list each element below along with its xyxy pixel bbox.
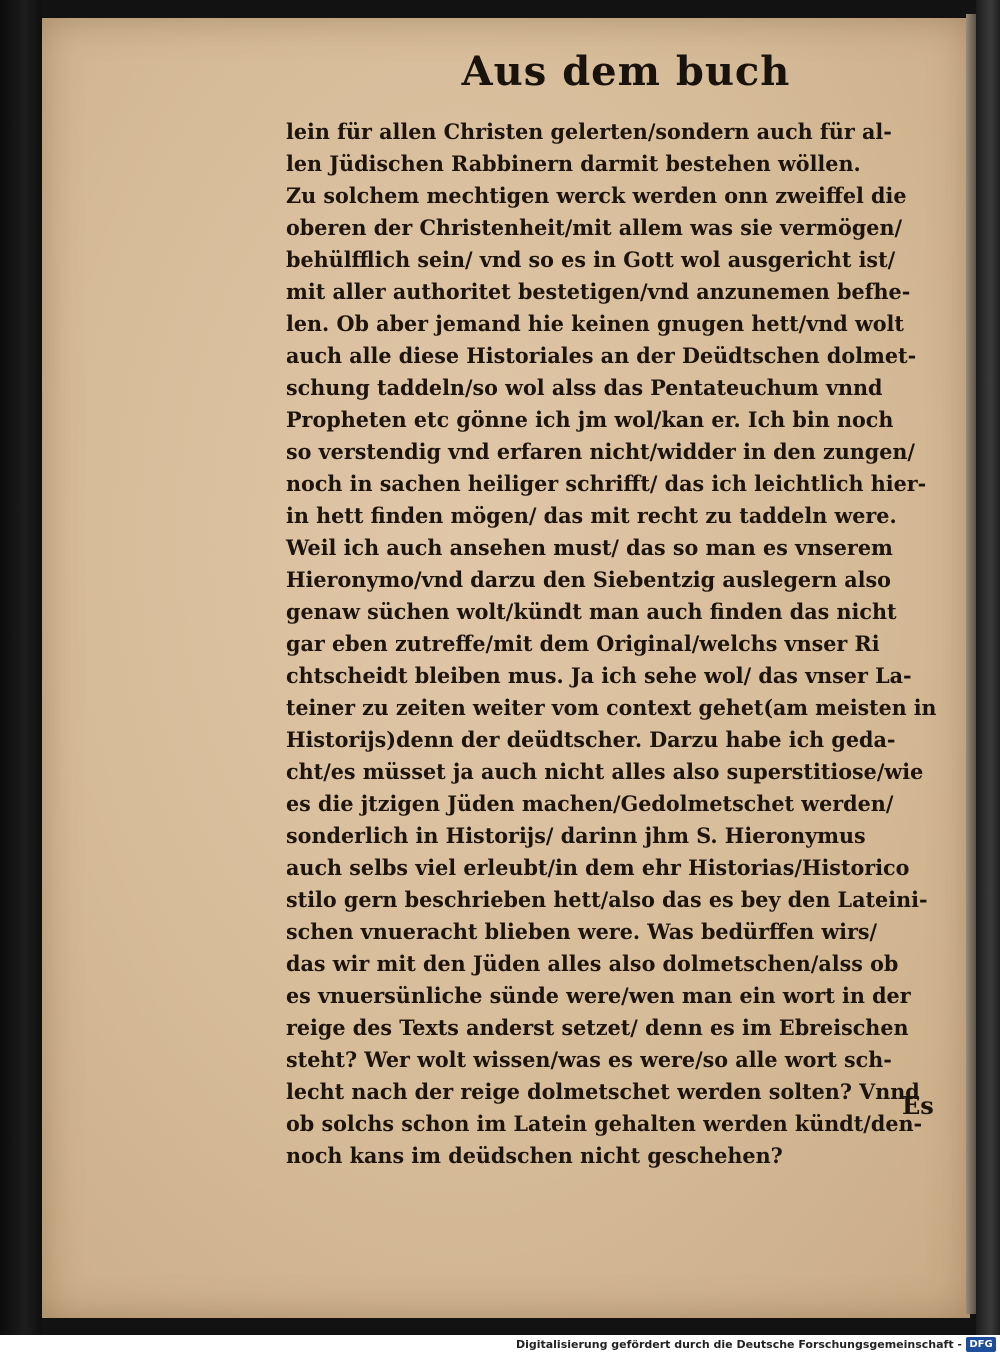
text-line: oberen der Christenheit/mit allem was sie vermögen/ [286, 215, 903, 240]
text-line: len. Ob aber jemand hie keinen gnugen hett/vnd wolt [286, 311, 904, 336]
text-line: es die jtzigen Jüden machen/Gedolmetschet werden/ [286, 791, 894, 816]
text-line: so verstendig vnd erfaren nicht/widder in den zungen/ [286, 439, 915, 464]
text-line: lein für allen Christen gelerten/sondern auch für al- [286, 119, 892, 144]
text-line: teiner zu zeiten weiter vom context gehet(am meisten in [286, 695, 937, 720]
text-line: steht? Wer wolt wissen/was es were/so alle wort sch- [286, 1047, 892, 1072]
page-edge [966, 14, 976, 1314]
funding-credit: Digitalisierung gefördert durch die Deutsche Forschungsgemeinschaft - [515, 1338, 962, 1351]
text-line: noch kans im deüdschen nicht geschehen? [286, 1143, 783, 1168]
catchword: Es [902, 1091, 934, 1120]
text-line: auch alle diese Historiales an der Deüdtschen dolmet- [286, 343, 917, 368]
text-line: mit aller authoritet bestetigen/vnd anzunemen befhe- [286, 279, 911, 304]
text-line: Zu solchem mechtigen werck werden onn zweiffel die [286, 183, 907, 208]
text-line: reige des Texts anderst setzet/ denn es im Ebreischen [286, 1015, 909, 1040]
text-line: schen vnueracht blieben were. Was bedürffen wirs/ [286, 919, 878, 944]
scan-left-edge [0, 0, 42, 1335]
text-line: Propheten etc gönne ich jm wol/kan er. Ich bin noch [286, 407, 894, 432]
book-page [42, 18, 970, 1318]
text-line: ob solchs schon im Latein gehalten werden kündt/den- [286, 1111, 923, 1136]
body-text [286, 116, 946, 1172]
text-line: gar eben zutreffe/mit dem Original/welchs vnser Ri [286, 631, 880, 656]
text-line: Historijs)denn der deüdtscher. Darzu habe ich geda- [286, 727, 896, 752]
text-line: stilo gern beschrieben hett/also das es bey den Lateini- [286, 887, 928, 912]
text-line: chtscheidt bleiben mus. Ja ich sehe wol/ das vnser La- [286, 663, 912, 688]
text-line: noch in sachen heiliger schrifft/ das ich leichtlich hier- [286, 471, 927, 496]
text-line: len Jüdischen Rabbinern darmit bestehen wöllen. [286, 151, 861, 176]
text-line: Hieronymo/vnd darzu den Siebentzig auslegern also [286, 567, 891, 592]
footer-bar [0, 1335, 1000, 1355]
text-line: Weil ich auch ansehen must/ das so man es vnserem [286, 535, 893, 560]
text-line: lecht nach der reige dolmetschet werden solten? Vnnd [286, 1079, 920, 1104]
text-line: sonderlich in Historijs/ darinn jhm S. Hieronymus [286, 823, 866, 848]
text-line: in hett finden mögen/ das mit recht zu taddeln were. [286, 503, 897, 528]
scan-right-edge [976, 0, 1000, 1335]
text-line: schung taddeln/so wol alss das Pentateuchum vnnd [286, 375, 883, 400]
text-line: das wir mit den Jüden alles also dolmetschen/alss ob [286, 951, 899, 976]
dfg-logo: DFG [966, 1337, 996, 1352]
text-line: cht/es müsset ja auch nicht alles also superstitiose/wie [286, 759, 924, 784]
text-line: es vnuersünliche sünde were/wen man ein wort in der [286, 983, 911, 1008]
text-line: auch selbs viel erleubt/in dem ehr Historias/Historico [286, 855, 910, 880]
text-line: genaw süchen wolt/kündt man auch finden das nicht [286, 599, 897, 624]
running-head: Aus dem buch [461, 48, 791, 95]
text-line: behülfflich sein/ vnd so es in Gott wol ausgericht ist/ [286, 247, 896, 272]
